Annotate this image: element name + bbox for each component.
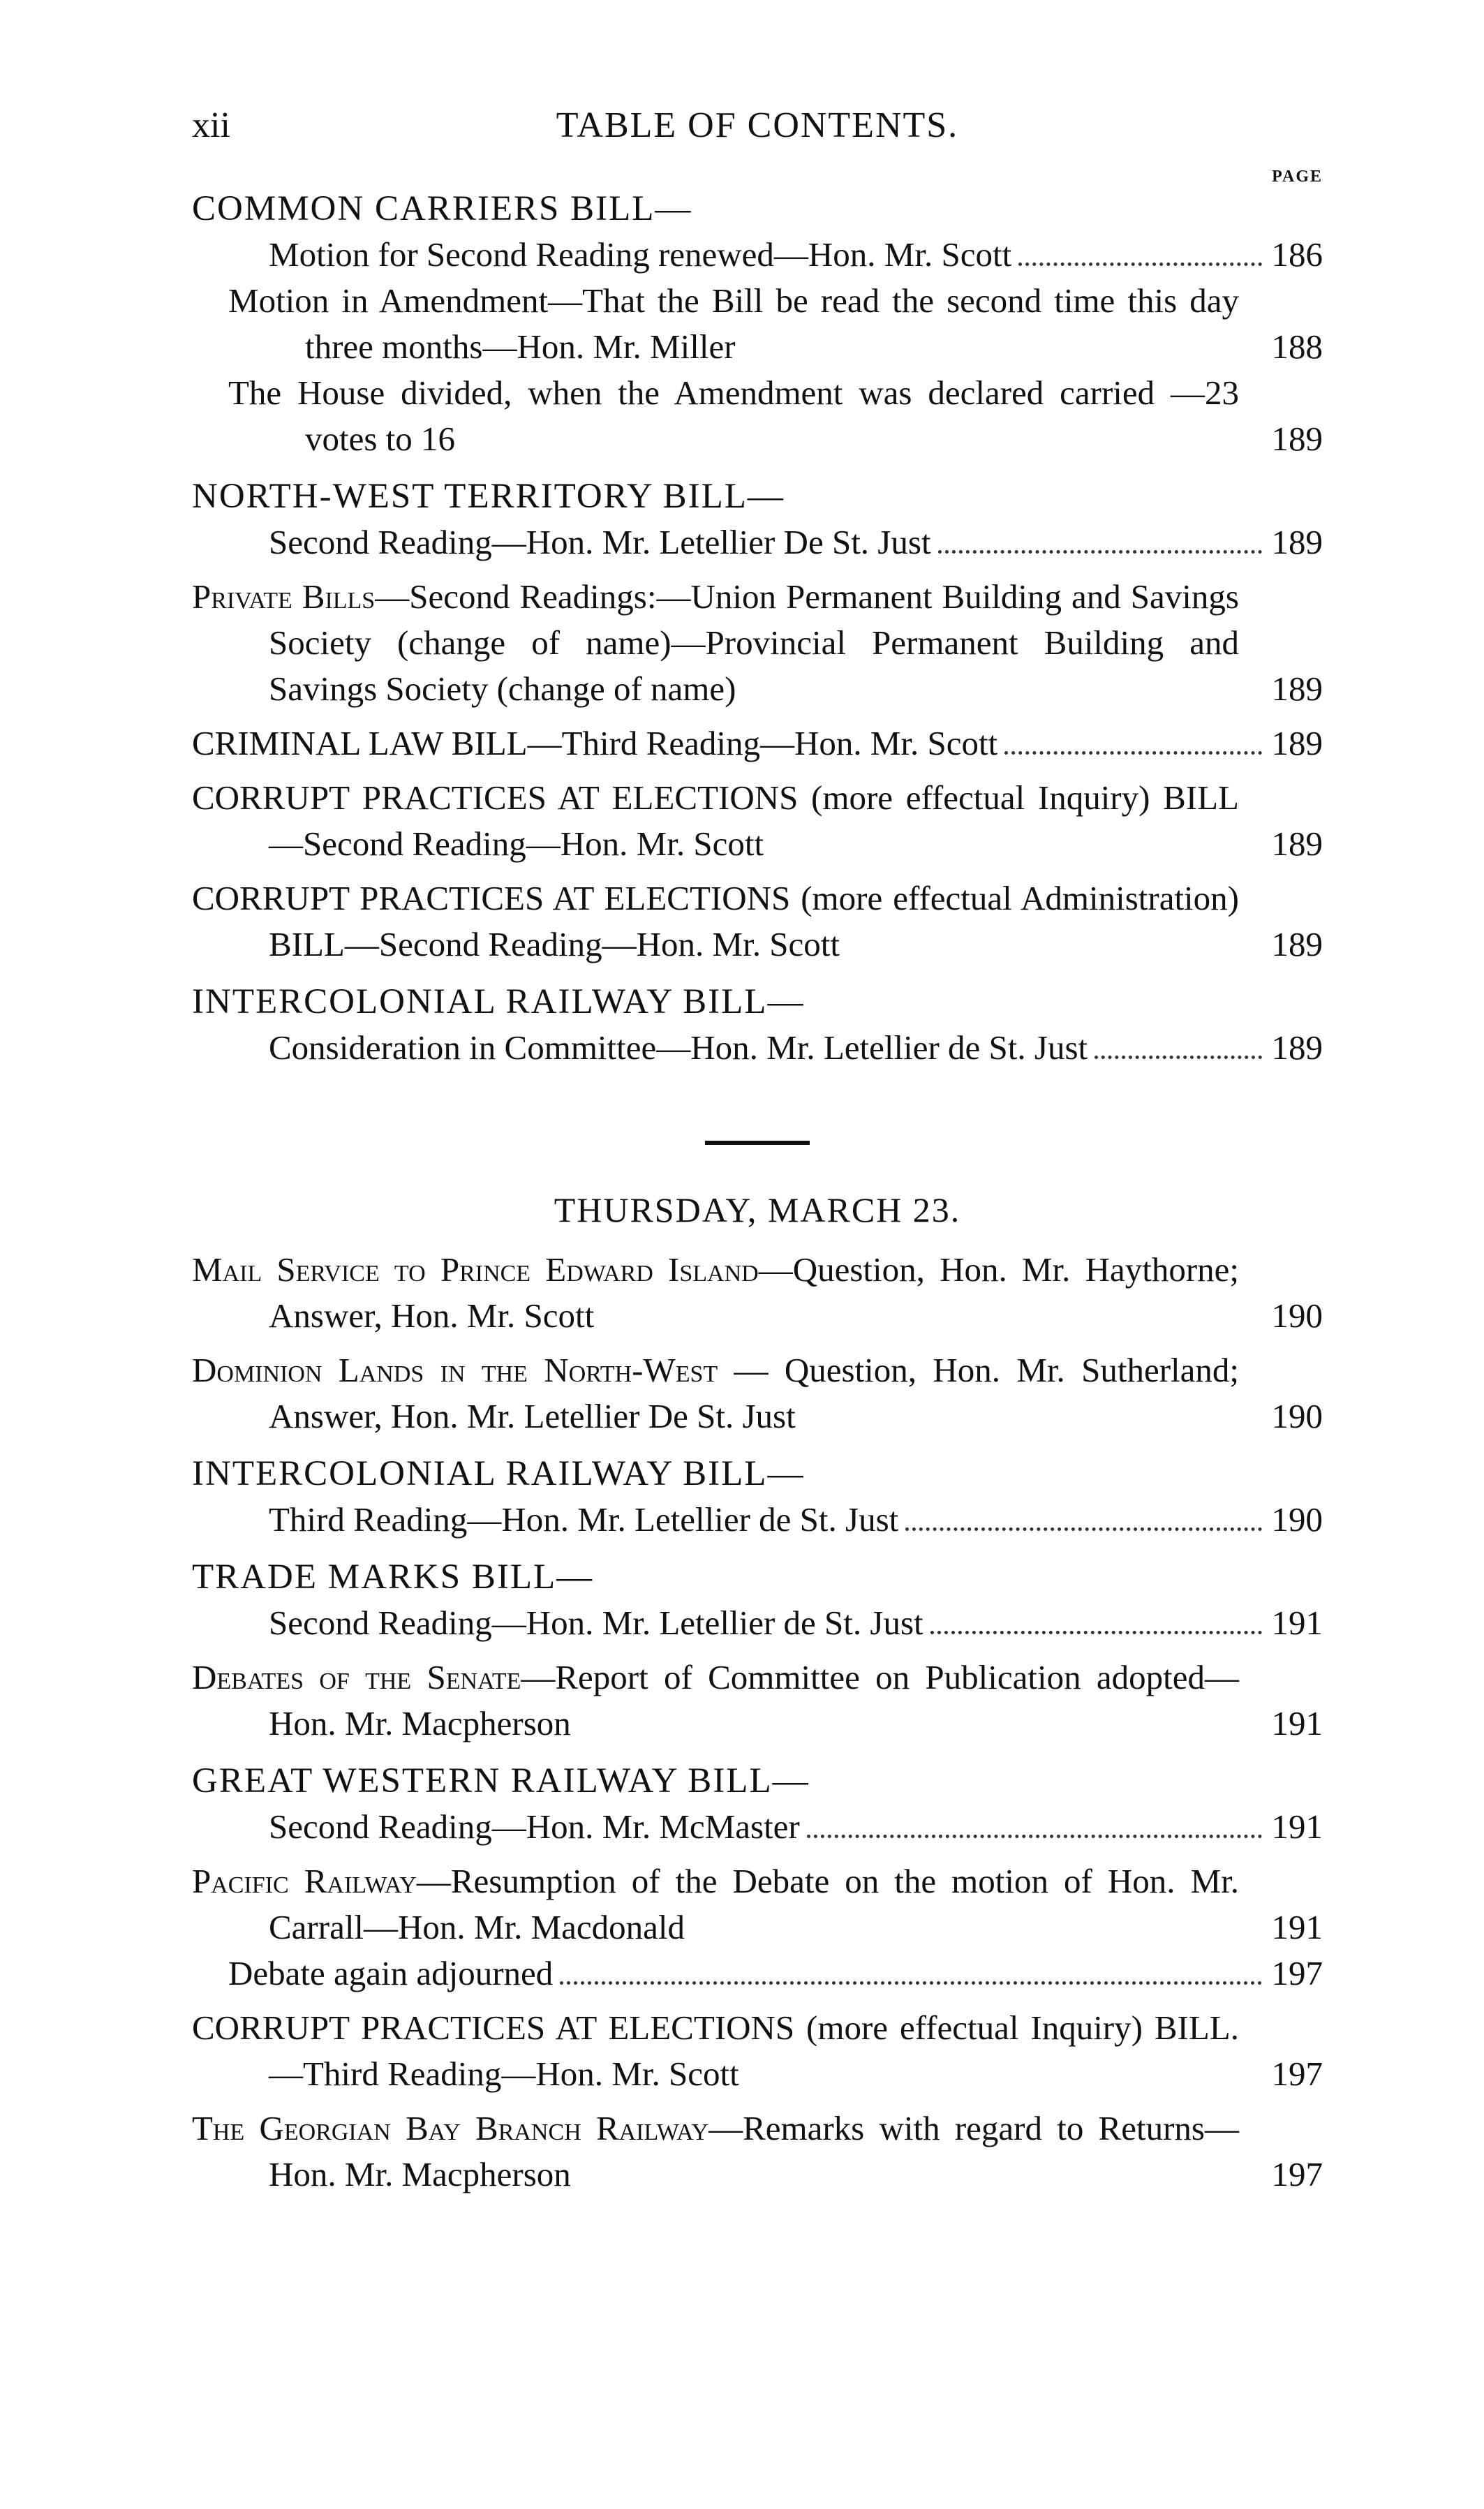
page-column-label: PAGE bbox=[1272, 168, 1323, 186]
entry-description: —Remarks with regard to Returns—Hon. Mr. Macpherson bbox=[269, 2109, 1239, 2193]
toc-entry bbox=[269, 1025, 1323, 1071]
entry-page-number: 189 bbox=[1271, 724, 1323, 762]
entry-description: Third Reading—Hon. Mr. Letellier de St. Just bbox=[269, 1500, 899, 1539]
toc-entry bbox=[192, 1858, 1323, 1951]
toc-entry bbox=[228, 370, 1323, 462]
entry-page-number: 197 bbox=[1271, 1954, 1323, 1992]
toc-entry bbox=[228, 278, 1323, 370]
entry-description: CRIMINAL LAW BILL—Third Reading—Hon. Mr. Scott bbox=[192, 724, 998, 762]
entry-text bbox=[269, 1025, 1088, 1071]
entry-description: — Question, Hon. Mr. Sutherland; Answer, Hon. Mr. Letellier De St. Just bbox=[269, 1351, 1239, 1435]
toc-heading: INTERCOLONIAL RAILWAY BILL— bbox=[192, 1454, 805, 1493]
entry-title-smallcaps: Mail Service to Prince Edward Island bbox=[192, 1250, 759, 1289]
entry-page-number: 197 bbox=[1271, 2155, 1323, 2193]
entry-page-number: 188 bbox=[1271, 327, 1323, 366]
page-number: xii bbox=[192, 105, 230, 145]
entry-page-number: 189 bbox=[1271, 420, 1323, 458]
toc-entry bbox=[192, 1247, 1323, 1339]
toc-heading: INTERCOLONIAL RAILWAY BILL— bbox=[192, 982, 805, 1021]
dot-leader bbox=[938, 550, 1262, 554]
day-heading: THURSDAY, MARCH 23. bbox=[554, 1190, 961, 1229]
entry-title-smallcaps: Debates of the Senate bbox=[192, 1658, 521, 1696]
entry-page-number: 191 bbox=[1271, 1604, 1323, 1642]
entry-description: Second Reading—Hon. Mr. McMaster bbox=[269, 1807, 800, 1846]
entry-description: The House divided, when the Amendment was declared carried —23 votes to 16 bbox=[228, 373, 1239, 458]
entry-text bbox=[192, 1655, 1323, 1747]
entry-page-number: 189 bbox=[1271, 925, 1323, 963]
entry-description: —Question, Hon. Mr. Haythorne; Answer, Hon. Mr. Scott bbox=[269, 1250, 1239, 1335]
page-title: TABLE OF CONTENTS. bbox=[556, 105, 959, 145]
entry-title-smallcaps: The Georgian Bay Branch Railway bbox=[192, 2109, 709, 2147]
dot-leader bbox=[1095, 1056, 1261, 1059]
toc-entry bbox=[269, 519, 1323, 565]
entry-description: CORRUPT PRACTICES AT ELECTIONS (more effectual Inquiry) BILL.—Third Reading—Hon. Mr. Scott bbox=[192, 2008, 1239, 2093]
toc-entry bbox=[192, 2005, 1323, 2097]
toc-section-1 bbox=[192, 186, 1323, 1071]
toc-entry bbox=[269, 232, 1323, 278]
entry-description: Debate again adjourned bbox=[228, 1954, 554, 1992]
entry-page-number: 191 bbox=[1271, 1704, 1323, 1742]
entry-description: CORRUPT PRACTICES AT ELECTIONS (more effectual Administration) BILL—Second Reading—Hon. Mr. Scott bbox=[192, 879, 1239, 963]
entry-text bbox=[228, 1951, 553, 1997]
entry-page-number: 197 bbox=[1271, 2055, 1323, 2093]
entry-text bbox=[192, 720, 998, 767]
entry-page-number: 190 bbox=[1271, 1397, 1323, 1435]
entry-description: Second Reading—Hon. Mr. Letellier de St. Just bbox=[269, 1604, 923, 1642]
entry-title-smallcaps: Pacific Railway bbox=[192, 1862, 417, 1900]
entry-description: Second Reading—Hon. Mr. Letellier De St. Just bbox=[269, 523, 931, 561]
toc-heading: NORTH-WEST TERRITORY BILL— bbox=[192, 477, 785, 516]
entry-text bbox=[228, 278, 1323, 370]
entry-description: Motion in Amendment—That the Bill be read the second time this day three months—Hon. Mr. Miller bbox=[228, 281, 1239, 366]
toc-entry bbox=[269, 1600, 1323, 1646]
toc-entry bbox=[192, 574, 1323, 712]
toc-heading: TRADE MARKS BILL— bbox=[192, 1557, 594, 1597]
toc-entry bbox=[192, 1347, 1323, 1439]
entry-description: —Report of Committee on Publication adopted—Hon. Mr. Macpherson bbox=[269, 1658, 1239, 1742]
entry-page-number: 189 bbox=[1271, 669, 1323, 708]
toc-section-2 bbox=[192, 1247, 1323, 2198]
toc-heading: COMMON CARRIERS BILL— bbox=[192, 189, 692, 228]
entry-page-number: 190 bbox=[1271, 1296, 1323, 1335]
entry-text bbox=[192, 574, 1323, 712]
dot-leader bbox=[807, 1835, 1262, 1838]
entry-text bbox=[228, 370, 1323, 462]
toc-entry bbox=[192, 1655, 1323, 1747]
entry-text bbox=[269, 1600, 923, 1646]
entry-description: Motion for Second Reading renewed—Hon. Mr. Scott bbox=[269, 235, 1012, 274]
entry-description: Consideration in Committee—Hon. Mr. Letellier de St. Just bbox=[269, 1028, 1088, 1067]
entry-page-number: 189 bbox=[1271, 523, 1323, 561]
dot-leader bbox=[930, 1631, 1262, 1634]
entry-text bbox=[192, 2005, 1323, 2097]
dot-leader bbox=[560, 1981, 1261, 1985]
page-header bbox=[192, 105, 1323, 186]
toc-entry bbox=[269, 1497, 1323, 1543]
entry-title-smallcaps: Dominion Lands in the North-West bbox=[192, 1351, 718, 1389]
entry-page-number: 189 bbox=[1271, 824, 1323, 863]
entry-page-number: 186 bbox=[1271, 235, 1323, 274]
entry-text bbox=[269, 232, 1011, 278]
toc-entry bbox=[228, 1951, 1323, 1997]
entry-text bbox=[192, 1247, 1323, 1339]
toc-entry bbox=[192, 875, 1323, 968]
entry-text bbox=[269, 519, 931, 565]
toc-heading: GREAT WESTERN RAILWAY BILL— bbox=[192, 1761, 810, 1800]
entry-text bbox=[192, 2105, 1323, 2198]
toc-entry bbox=[269, 1804, 1323, 1850]
toc-entry bbox=[192, 720, 1323, 767]
entry-description: CORRUPT PRACTICES AT ELECTIONS (more effectual Inquiry) BILL—Second Reading—Hon. Mr. Scott bbox=[192, 778, 1239, 863]
entry-description: —Second Readings:—Union Permanent Building and Savings Society (change of name)—Provincial Permanent Building and Savings Society (change of name) bbox=[269, 577, 1239, 708]
entry-page-number: 190 bbox=[1271, 1500, 1323, 1539]
section-divider bbox=[705, 1141, 810, 1145]
toc-entry bbox=[192, 775, 1323, 867]
toc-content bbox=[192, 175, 1323, 2198]
entry-text bbox=[192, 1347, 1323, 1439]
dot-leader bbox=[1018, 262, 1261, 266]
entry-text bbox=[269, 1497, 898, 1543]
entry-text bbox=[192, 875, 1323, 968]
entry-description: —Resumption of the Debate on the motion of Hon. Mr. Carrall—Hon. Mr. Macdonald bbox=[269, 1862, 1239, 1946]
entry-text bbox=[192, 1858, 1323, 1951]
entry-page-number: 191 bbox=[1271, 1807, 1323, 1846]
dot-leader bbox=[1004, 751, 1261, 755]
toc-entry bbox=[192, 2105, 1323, 2198]
entry-text bbox=[192, 775, 1323, 867]
entry-title-smallcaps: Private Bills bbox=[192, 577, 376, 616]
entry-page-number: 191 bbox=[1271, 1908, 1323, 1946]
dot-leader bbox=[905, 1527, 1261, 1531]
entry-text bbox=[269, 1804, 800, 1850]
entry-page-number: 189 bbox=[1271, 1028, 1323, 1067]
